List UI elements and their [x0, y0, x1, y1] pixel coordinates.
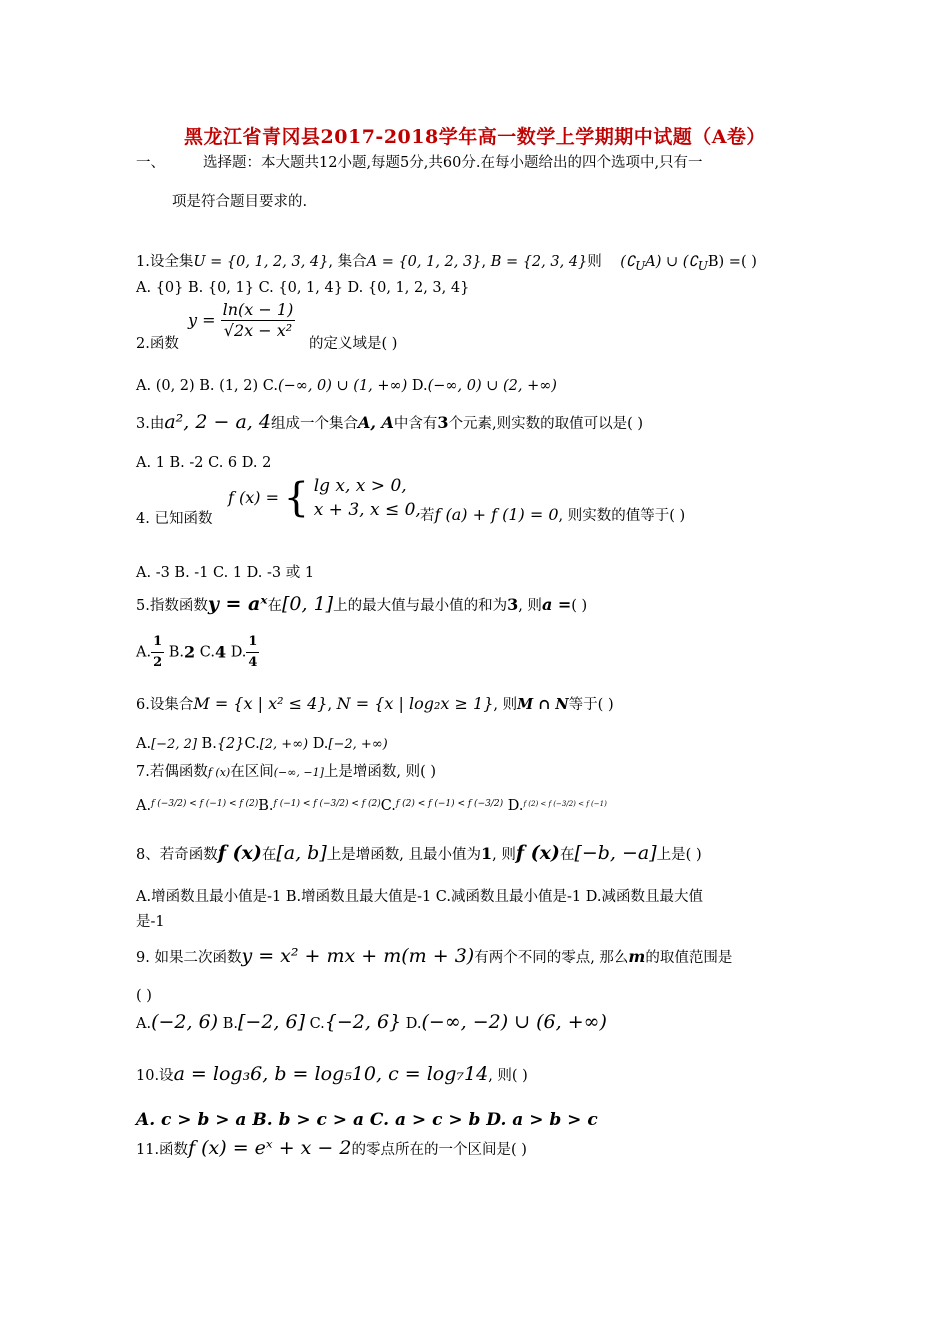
q8-options: A.增函数且最小值是-1 B.增函数且最大值是-1 C.减函数且最小值是-1 D.减函数且最大值	[136, 889, 703, 905]
q2-formula	[188, 300, 295, 341]
q4-fx: f (x) =	[228, 488, 280, 507]
q1-sub-2: U	[697, 258, 708, 273]
q9-function: y = x² + mx + m(m + 3)	[241, 945, 475, 967]
q9-opt-b: [−2, 6]	[237, 1011, 305, 1033]
q1-stem-1: 1.设全集	[136, 254, 194, 270]
q9-opt-d: (−∞, −2) ∪ (6, +∞)	[421, 1011, 607, 1033]
q1-expr-2: A) ∪ (∁	[645, 254, 698, 270]
q3-stem-3: 中含有	[393, 416, 438, 432]
question-7	[136, 762, 436, 783]
q2-denominator: √2x − x²	[223, 321, 293, 340]
q9-opt-c: {−2, 6}	[324, 1011, 402, 1033]
q6-opt-c: [2, +∞)	[259, 737, 309, 752]
q5-interval: [0, 1]	[281, 593, 334, 615]
q4-stem-3: , 则实数的值等于( )	[558, 508, 686, 524]
q6-opt-b: {2}	[216, 736, 245, 752]
q11-function: f (x) = eˣ + x − 2	[188, 1137, 352, 1159]
section-instructions-cont: 项是符合题目要求的.	[172, 194, 308, 210]
q5-opt-a-num: 1	[151, 632, 164, 653]
q3-stem-1: 3.由	[136, 416, 165, 432]
q6-stem-3: 等于( )	[568, 697, 614, 713]
q9-stem-2: 有两个不同的零点, 那么	[474, 950, 629, 966]
q3-options: A. 1 B. -2 C. 6 D. 2	[136, 455, 272, 471]
q5-opt-d-label: D.	[226, 644, 247, 661]
q1-stem-3: 则	[587, 254, 602, 270]
q4-condition	[420, 505, 685, 526]
q6-opt-a: [−2, 2]	[151, 737, 197, 752]
q2-stem-1: 2.函数	[136, 336, 179, 352]
q2-lhs: y =	[188, 310, 216, 330]
q4-case-1: lg x, x > 0,	[313, 476, 407, 496]
q9-stem-1: 9. 如果二次函数	[136, 950, 242, 966]
q7-opt-b-label: B.	[258, 798, 274, 814]
q4-equation: f (a) + f (1) = 0	[434, 505, 559, 524]
q7-opt-c: f (2) < f (−1) < f (−3/2)	[395, 799, 504, 809]
q9-opt-a-label: A.	[136, 1016, 152, 1032]
q5-stem-3: 上的最大值与最小值的和为	[333, 598, 508, 614]
q8-function-1: f (x)	[217, 842, 262, 864]
q9-stem-3: 的取值范围是	[645, 950, 733, 966]
q6-stem-2: , 则	[493, 697, 518, 713]
question-6	[136, 694, 614, 715]
q1-sep: ,	[481, 254, 491, 270]
q9-options	[136, 1012, 607, 1034]
q11-stem-1: 11.函数	[136, 1142, 189, 1158]
q5-function: y = aˣ	[207, 593, 268, 615]
q7-stem-1: 7.若偶函数	[136, 764, 208, 780]
q1-set-b: B = {2, 3, 4}	[490, 254, 588, 270]
q5-stem-1: 5.指数函数	[136, 598, 208, 614]
q8-stem-4: , 则	[492, 847, 516, 863]
q4-stem-2: 若	[420, 508, 435, 524]
q9-opt-a: (−2, 6)	[151, 1011, 219, 1033]
q6-set-n: N = {x | log₂x ≥ 1}	[336, 694, 494, 713]
q6-opt-d-label: D.	[308, 736, 329, 752]
q4-case-2: x + 3, x ≤ 0,	[313, 500, 421, 520]
q6-opt-a-label: A.	[136, 736, 152, 752]
q8-stem-2: 在	[261, 847, 277, 863]
q2-opt-d-label: D.	[407, 378, 428, 394]
q3-set: A, A	[357, 413, 394, 432]
q9-opt-b-label: B.	[218, 1016, 238, 1032]
q5-opt-a-frac	[151, 632, 164, 673]
q6-stem-1: 6.设集合	[136, 697, 194, 713]
q5-opt-c-label: C.	[195, 644, 215, 661]
q1-expr-1: (∁	[620, 254, 636, 270]
q5-stem-4: , 则	[518, 598, 542, 614]
q8-stem-1: 8、若奇函数	[136, 847, 218, 863]
question-9	[136, 946, 732, 968]
section-label: 一、	[136, 155, 165, 171]
q3-elements: a², 2 − a, 4	[164, 411, 271, 433]
q5-options	[136, 632, 259, 672]
q8-min: 1	[480, 844, 493, 863]
q3-stem-4: 个元素,则实数的取值可以是( )	[448, 416, 644, 432]
q5-opt-b: 2	[184, 642, 196, 662]
question-5	[136, 594, 587, 616]
q5-stem-2: 在	[267, 598, 282, 614]
q2-opt-ab: A. (0, 2) B. (1, 2) C.	[136, 378, 278, 394]
q1-set-a: A = {0, 1, 2, 3}	[366, 254, 482, 270]
page-title: 黑龙江省青冈县2017-2018学年高一数学上学期期中试题（A卷）	[184, 126, 766, 148]
q8-stem-5: 在	[559, 847, 575, 863]
q4-brace: {	[283, 475, 310, 521]
q4-cases	[314, 474, 421, 522]
q4-options: A. -3 B. -1 C. 1 D. -3 或 1	[136, 565, 315, 581]
q9-opt-d-label: D.	[401, 1016, 422, 1032]
q7-opt-c-label: C.	[380, 798, 396, 814]
q5-opt-d-frac	[246, 632, 259, 673]
q5-opt-a-den: 2	[153, 655, 163, 670]
question-8	[136, 843, 702, 865]
question-10	[136, 1064, 528, 1086]
q6-sep: ,	[327, 697, 337, 713]
question-1	[136, 252, 757, 276]
question-3	[136, 412, 643, 434]
q1-set-u: U = {0, 1, 2, 3, 4}	[193, 254, 329, 270]
q9-answer-blank: ( )	[136, 988, 152, 1004]
q9-m: m	[628, 947, 646, 966]
q1-options: A. {0} B. {0, 1} C. {0, 1, 4} D. {0, 1, 2, 3, 4}	[136, 280, 470, 296]
q2-options	[136, 376, 557, 396]
q1-expr-3: B) =( )	[707, 254, 757, 270]
q6-intersection: M ∩ N	[517, 696, 569, 713]
q5-opt-d-num: 1	[246, 632, 259, 653]
q2-numerator: ln(x − 1)	[222, 300, 294, 319]
q5-opt-c: 4	[214, 642, 227, 662]
q5-opt-b-label: B.	[164, 644, 185, 661]
q7-interval: (−∞, −1]	[273, 766, 324, 779]
q7-opt-d-label: D.	[503, 798, 524, 814]
q8-interval-2: [−b, −a]	[574, 842, 657, 864]
q5-opt-d-den: 4	[248, 655, 258, 670]
q10-definitions: a = log₃6, b = log₅10, c = log₇14	[173, 1063, 489, 1085]
q10-stem-1: 10.设	[136, 1068, 174, 1084]
q8-stem-6: 上是( )	[656, 847, 702, 863]
q7-opt-b: f (−1) < f (−3/2) < f (2)	[273, 799, 381, 809]
q4-stem-1: 4. 已知函数	[136, 511, 213, 527]
q2-opt-d: (−∞, 0) ∪ (2, +∞)	[427, 378, 557, 394]
q5-sum: 3	[507, 595, 519, 614]
question-11	[136, 1138, 527, 1160]
q6-set-m: M = {x | x² ≤ 4}	[193, 694, 328, 713]
q7-opt-d: f (2) < f (−3/2) < f (−1)	[523, 800, 607, 808]
q10-options: A. c > b > a B. b > c > a C. a > c > b D. a > b > c	[136, 1110, 598, 1130]
q4-piecewise	[228, 474, 421, 526]
q2-opt-c: (−∞, 0) ∪ (1, +∞)	[277, 378, 408, 394]
q8-interval-1: [a, b]	[276, 842, 327, 864]
q8-options-cont: 是-1	[136, 914, 165, 930]
q10-stem-2: , 则( )	[488, 1068, 528, 1084]
q8-function-2: f (x)	[515, 842, 560, 864]
q5-stem-5: ( )	[571, 598, 588, 614]
q7-opt-a: f (−3/2) < f (−1) < f (2)	[151, 799, 259, 809]
section-instructions: 选择题：本大题共12小题,每题5分,共60分.在每小题给出的四个选项中,只有一	[203, 155, 703, 171]
q6-opt-b-label: B.	[196, 736, 217, 752]
q2-stem-2: 的定义域是( )	[309, 336, 398, 352]
q9-opt-c-label: C.	[305, 1016, 325, 1032]
q8-stem-3: 上是增函数, 且最小值为	[326, 847, 481, 863]
q2-fraction	[221, 300, 296, 341]
q7-opt-a-label: A.	[136, 798, 152, 814]
q1-sub-1: U	[635, 258, 646, 273]
q7-stem-3: 上是增函数, 则( )	[323, 764, 437, 780]
q7-function: f (x)	[207, 766, 231, 779]
q1-stem-2: , 集合	[328, 254, 367, 270]
q7-stem-2: 在区间	[230, 764, 274, 780]
q7-options	[136, 794, 607, 816]
q6-opt-d: [−2, +∞)	[328, 737, 388, 752]
q11-stem-2: 的零点所在的一个区间是( )	[351, 1142, 527, 1158]
q6-opt-c-label: C.	[244, 736, 260, 752]
q5-a: a =	[541, 595, 572, 614]
q6-options	[136, 734, 388, 755]
q3-stem-2: 组成一个集合	[270, 416, 358, 432]
q3-count: 3	[437, 413, 449, 432]
q5-opt-a-label: A.	[136, 644, 152, 661]
